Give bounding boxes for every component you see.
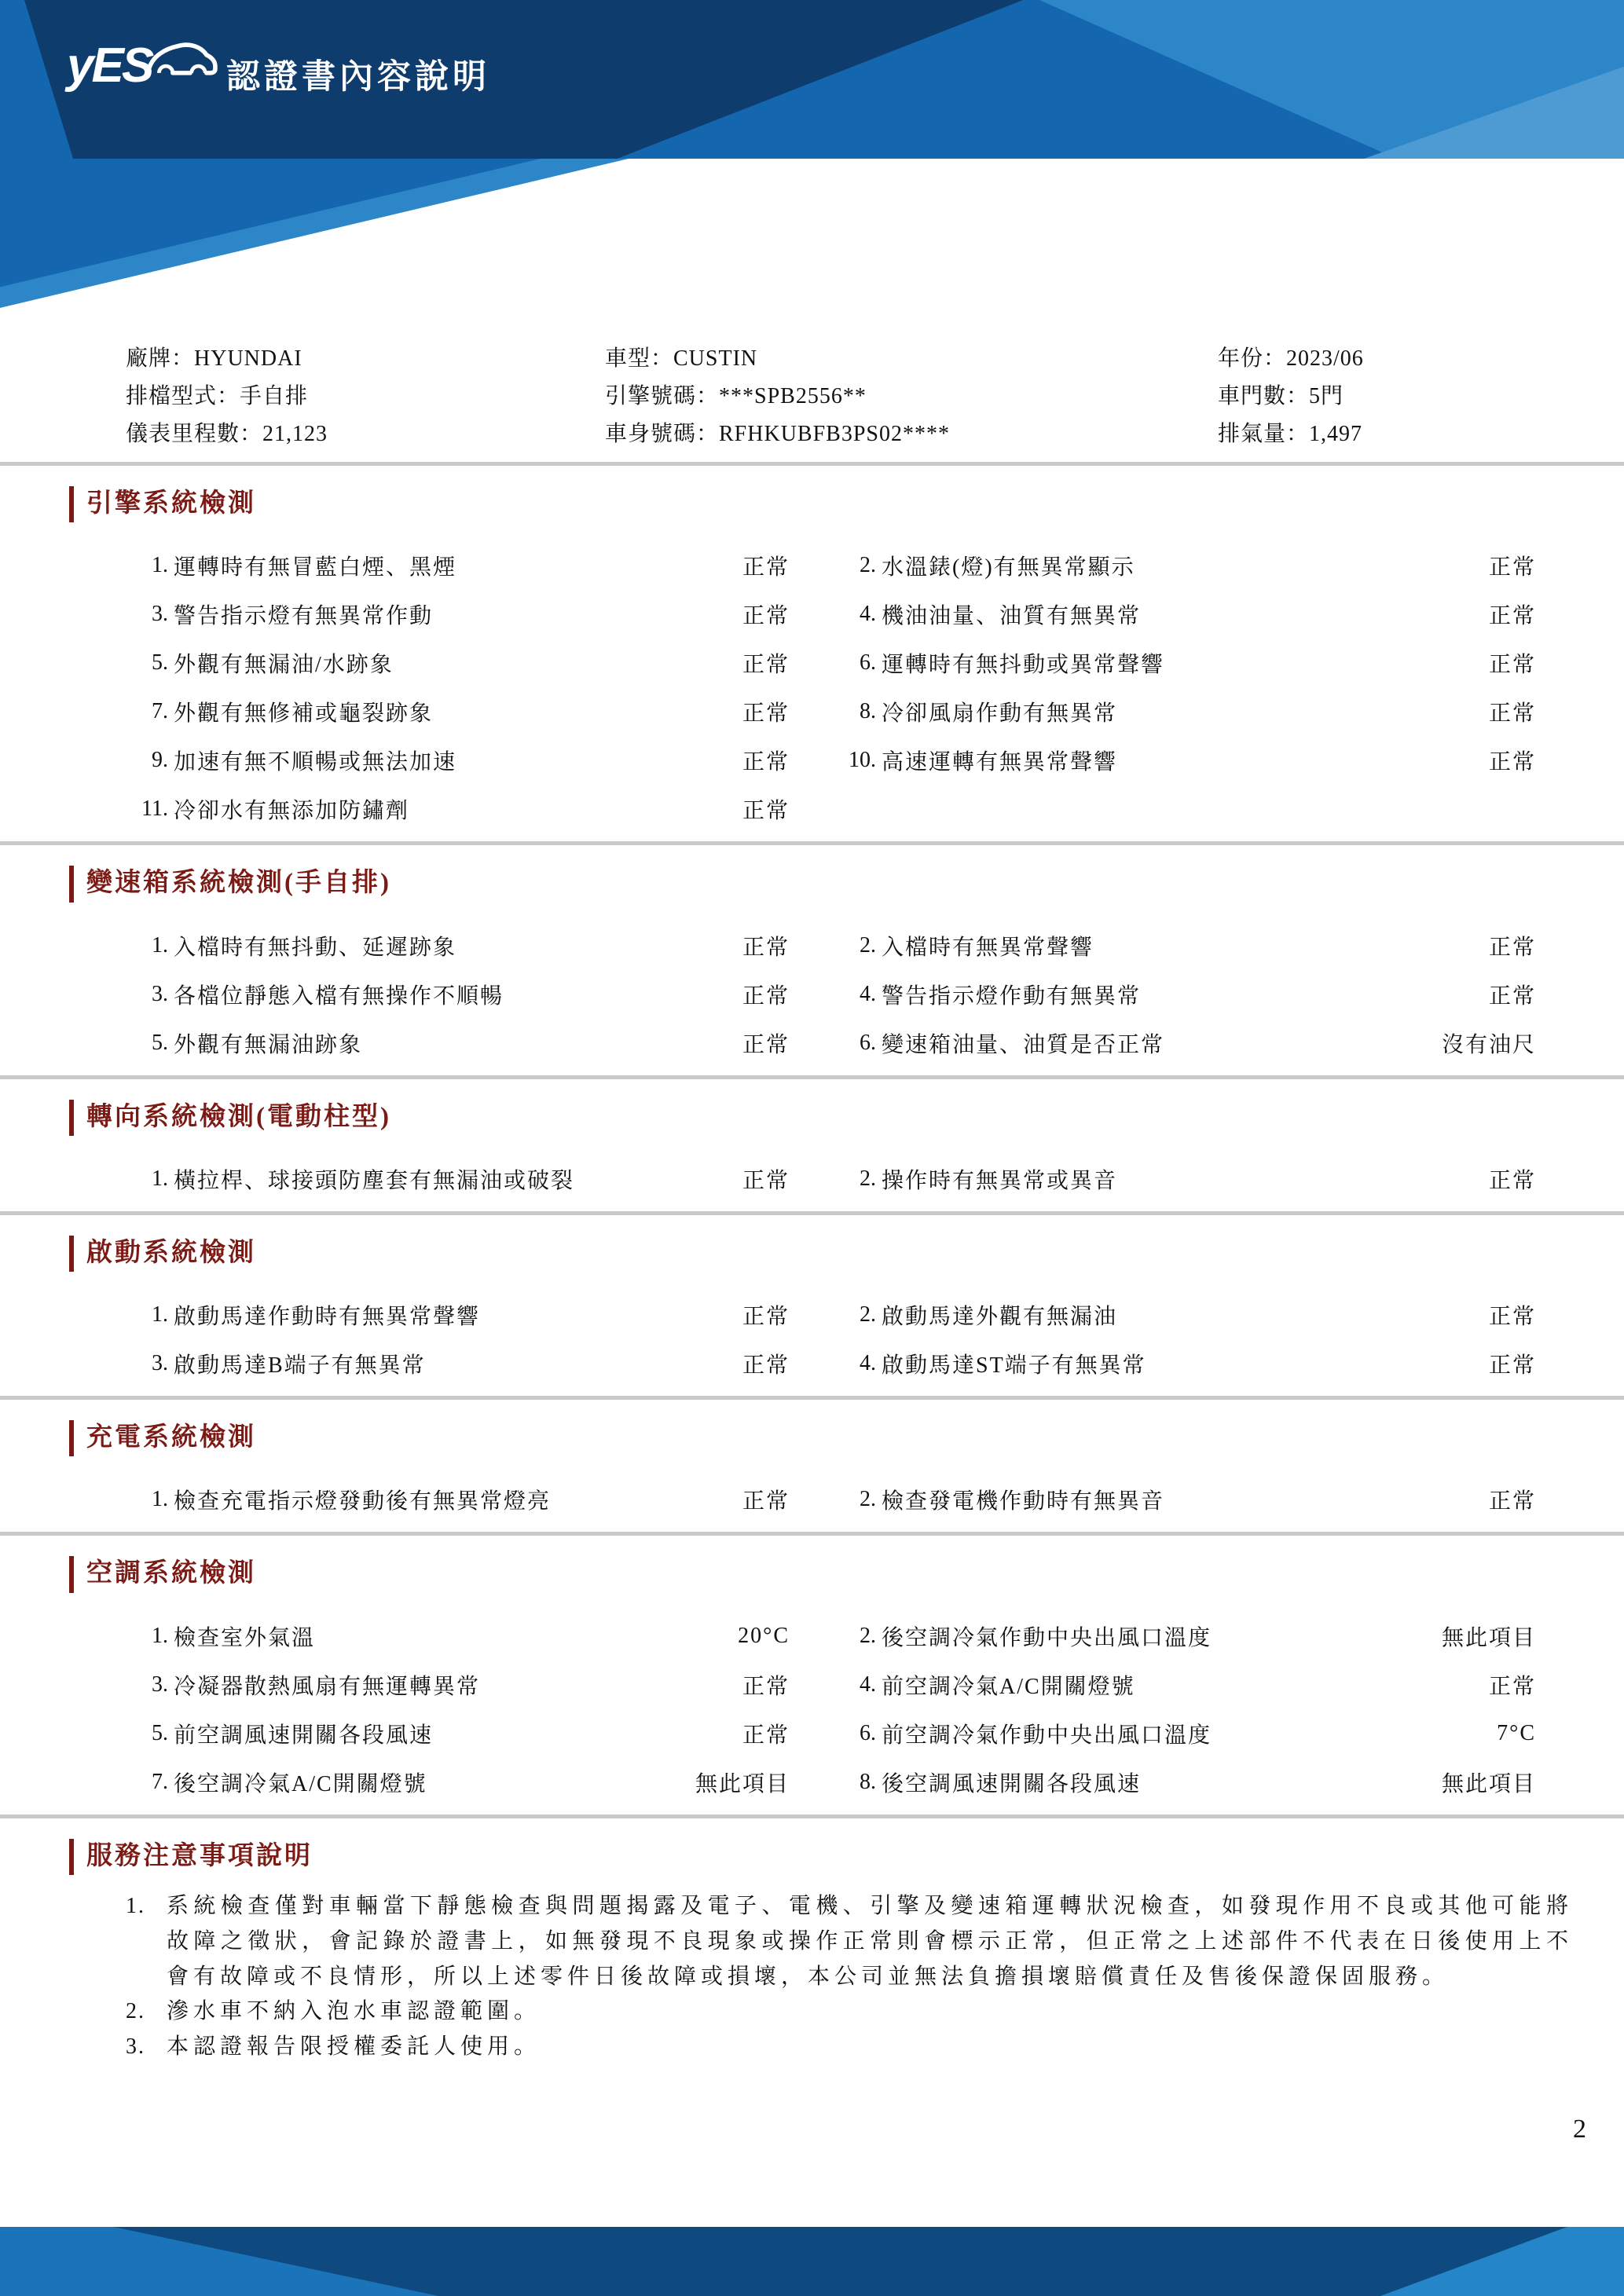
item-number: 2.	[860, 1623, 876, 1648]
vehicle-info-cell: 年份：2023/06	[1218, 346, 1364, 371]
item-label: 外觀有無修補或龜裂跡象	[174, 701, 434, 727]
inspection-cell	[834, 1767, 1536, 1798]
vehicle-info-cell: 車門數：5門	[1218, 384, 1344, 408]
item-label: 前空調冷氣作動中央出風口溫度	[882, 1723, 1212, 1748]
item-number: 1.	[152, 932, 168, 958]
item-label: 冷卻水有無添加防鏽劑	[174, 799, 410, 824]
vehicle-info-cell: 排氣量：1,497	[1218, 422, 1363, 446]
notes-title: 服務注意事項說明	[69, 1839, 1624, 1875]
item-label: 檢查充電指示燈發動後有無異常燈亮	[174, 1489, 552, 1514]
item-label: 高速運轉有無異常聲響	[882, 750, 1118, 775]
item-result: 正常	[742, 1032, 790, 1057]
header-band	[0, 0, 1624, 159]
vehicle-info-row	[126, 338, 1624, 375]
item-label: 加速有無不順暢或無法加速	[174, 750, 457, 775]
inspection-section	[0, 845, 1624, 1078]
inspection-cell	[126, 1718, 790, 1749]
item-number: 7.	[152, 699, 168, 724]
vehicle-info-row	[126, 375, 1624, 413]
item-number: 9.	[152, 748, 168, 773]
item-label: 前空調冷氣A/C開關燈號	[882, 1674, 1135, 1699]
item-result: 正常	[742, 983, 790, 1009]
item-label: 警告指示燈作動有無異常	[882, 983, 1142, 1009]
item-label: 操作時有無異常或異音	[882, 1168, 1118, 1193]
item-number: 5.	[152, 650, 168, 676]
item-result: 正常	[1488, 1305, 1536, 1330]
inspection-cell	[834, 1484, 1536, 1515]
inspection-cell	[126, 745, 790, 776]
item-label: 檢查室外氣溫	[174, 1625, 316, 1650]
inspection-cell	[126, 1348, 790, 1379]
inspection-cell	[126, 1620, 790, 1652]
item-result: 正常	[1488, 935, 1536, 960]
yes-logo-text: yES	[67, 38, 152, 93]
item-result: 正常	[742, 750, 790, 775]
vehicle-info-row	[126, 413, 1624, 451]
item-number: 2.	[860, 1487, 876, 1512]
inspection-row	[126, 1339, 1624, 1388]
section-rows	[0, 1272, 1624, 1388]
item-number: 6.	[860, 1030, 876, 1055]
inspection-section	[0, 1079, 1624, 1215]
item-number: 1.	[152, 1166, 168, 1191]
inspection-cell	[834, 647, 1536, 679]
inspection-row	[126, 687, 1624, 736]
note-item	[126, 1889, 1624, 1994]
item-number: 1.	[152, 1623, 168, 1648]
inspection-cell	[126, 979, 790, 1010]
item-result: 無此項目	[1441, 1625, 1536, 1650]
item-number: 1.	[152, 1487, 168, 1512]
inspection-cell	[126, 599, 790, 630]
item-result: 正常	[1488, 1674, 1536, 1699]
item-label: 冷凝器散熱風扇有無運轉異常	[174, 1674, 481, 1699]
note-number: 3.	[126, 2034, 145, 2060]
item-label: 水溫錶(燈)有無異常顯示	[882, 555, 1135, 580]
section-title: 充電系統檢測	[69, 1420, 1624, 1456]
section-rows	[0, 1136, 1624, 1203]
item-label: 啟動馬達外觀有無漏油	[882, 1305, 1118, 1330]
item-number: 3.	[152, 1351, 168, 1376]
item-number: 2.	[860, 932, 876, 958]
section-title: 空調系統檢測	[69, 1556, 1624, 1592]
inspection-cell	[126, 930, 790, 961]
inspection-row	[126, 590, 1624, 639]
item-number: 5.	[152, 1720, 168, 1745]
inspection-section	[0, 1215, 1624, 1400]
item-number: 4.	[860, 1672, 876, 1697]
item-label: 檢查發電機作動時有無異音	[882, 1489, 1165, 1514]
item-number: 10.	[849, 748, 876, 773]
item-result: 正常	[1488, 983, 1536, 1009]
inspection-row	[126, 785, 1624, 833]
inspection-cell	[126, 696, 790, 727]
item-result: 正常	[742, 1305, 790, 1330]
item-label: 外觀有無漏油/水跡象	[174, 653, 394, 678]
section-title: 變速箱系統檢測(手自排)	[69, 866, 1624, 902]
item-result: 正常	[1488, 750, 1536, 775]
inspection-cell	[126, 647, 790, 679]
inspection-cell	[834, 979, 1536, 1010]
inspection-cell	[834, 1299, 1536, 1331]
item-label: 運轉時有無冒藍白煙、黑煙	[174, 555, 457, 580]
item-result: 正常	[1488, 555, 1536, 580]
item-number: 8.	[860, 1769, 876, 1794]
item-number: 4.	[860, 981, 876, 1006]
note-number: 2.	[126, 1999, 145, 2024]
item-result: 正常	[742, 1168, 790, 1193]
item-result: 正常	[742, 1353, 790, 1379]
yes-logo	[67, 36, 219, 93]
inspection-cell	[834, 1669, 1536, 1701]
inspection-row	[126, 639, 1624, 687]
inspection-cell	[834, 1718, 1536, 1749]
inspection-cell	[834, 599, 1536, 630]
item-number: 8.	[860, 699, 876, 724]
item-number: 3.	[152, 1672, 168, 1697]
inspection-section	[0, 1400, 1624, 1536]
yes-logo-car-icon	[144, 36, 219, 89]
inspection-row	[126, 1019, 1624, 1067]
inspection-cell	[834, 1348, 1536, 1379]
item-number: 6.	[860, 650, 876, 676]
note-item	[126, 1994, 1624, 2030]
item-result: 正常	[742, 799, 790, 824]
note-text: 滲水車不納入泡水車認證範圍。	[167, 1999, 541, 2024]
inspection-row	[126, 1291, 1624, 1339]
item-label: 後空調冷氣作動中央出風口溫度	[882, 1625, 1212, 1650]
section-rows	[0, 903, 1624, 1067]
item-number: 6.	[860, 1720, 876, 1745]
inspection-row	[126, 736, 1624, 785]
item-label: 入檔時有無異常聲響	[882, 935, 1094, 960]
item-number: 11.	[141, 796, 168, 822]
item-label: 啟動馬達B端子有無異常	[174, 1353, 426, 1379]
item-number: 3.	[152, 602, 168, 627]
note-item	[126, 2030, 1624, 2065]
item-result: 正常	[1488, 1353, 1536, 1379]
item-result: 正常	[1488, 653, 1536, 678]
item-number: 4.	[860, 1351, 876, 1376]
inspection-cell	[834, 1620, 1536, 1652]
item-label: 機油油量、油質有無異常	[882, 604, 1142, 629]
inspection-cell	[126, 1767, 790, 1798]
inspection-cell	[834, 1163, 1536, 1195]
inspection-cell	[126, 793, 790, 825]
item-result: 正常	[742, 1489, 790, 1514]
item-label: 運轉時有無抖動或異常聲響	[882, 653, 1165, 678]
section-title: 啟動系統檢測	[69, 1236, 1624, 1272]
inspection-row	[126, 921, 1624, 970]
inspection-row	[126, 1661, 1624, 1709]
item-label: 冷卻風扇作動有無異常	[882, 701, 1118, 727]
inspection-cell	[834, 1027, 1536, 1059]
inspection-row	[126, 970, 1624, 1019]
item-label: 後空調冷氣A/C開關燈號	[174, 1771, 427, 1796]
item-number: 3.	[152, 981, 168, 1006]
item-result: 7°C	[1497, 1720, 1536, 1745]
inspection-cell	[126, 1299, 790, 1331]
notes-list	[0, 1875, 1624, 2065]
inspection-sections	[0, 466, 1624, 1818]
item-result: 20°C	[738, 1623, 790, 1648]
header-left-extension	[0, 159, 629, 308]
item-label: 警告指示燈有無異常作動	[174, 604, 434, 629]
item-number: 2.	[860, 553, 876, 578]
item-number: 2.	[860, 1166, 876, 1191]
vehicle-info-cell: 引擎號碼：***SPB2556**	[605, 384, 867, 408]
item-number: 7.	[152, 1769, 168, 1794]
item-result: 正常	[1488, 1489, 1536, 1514]
vehicle-info-cell: 車型：CUSTIN	[605, 346, 758, 371]
item-label: 後空調風速開關各段風速	[882, 1771, 1142, 1796]
inspection-row	[126, 1155, 1624, 1203]
inspection-cell	[126, 550, 790, 581]
item-result: 正常	[742, 935, 790, 960]
item-result: 正常	[1488, 604, 1536, 629]
page-number: 2	[1573, 2115, 1586, 2144]
note-text: 系統檢查僅對車輛當下靜態檢查與問題揭露及電子、電機、引擎及變速箱運轉狀況檢查，如發現作用不良或其他可能將故障之徵狀，會記錄於證書上，如無發現不良現象或操作正常則會標示正常，但正常之上述部件不代表在日後使用上不會有故障或不良情形，所以上述零件日後故障或損壞，本公司並無法負擔損壞賠償責任及售後保證保固服務。	[167, 1894, 1573, 1989]
page-title: 認證書內容說明	[226, 58, 490, 96]
item-label: 橫拉桿、球接頭防塵套有無漏油或破裂	[174, 1168, 575, 1193]
inspection-cell	[834, 930, 1536, 961]
item-result: 沒有油尺	[1441, 1032, 1536, 1057]
section-rows	[0, 1456, 1624, 1524]
item-result: 正常	[742, 1674, 790, 1699]
vehicle-info-cell: 廠牌：HYUNDAI	[126, 346, 302, 371]
item-label: 前空調風速開關各段風速	[174, 1723, 434, 1748]
item-label: 入檔時有無抖動、延遲跡象	[174, 935, 457, 960]
item-number: 1.	[152, 1302, 168, 1327]
section-rows	[0, 1593, 1624, 1807]
inspection-cell	[834, 745, 1536, 776]
item-label: 啟動馬達ST端子有無異常	[882, 1353, 1146, 1379]
inspection-cell	[834, 550, 1536, 581]
page-footer	[0, 2227, 1624, 2296]
item-result: 正常	[742, 701, 790, 727]
item-result: 正常	[742, 604, 790, 629]
inspection-row	[126, 1758, 1624, 1807]
item-label: 啟動馬達作動時有無異常聲響	[174, 1305, 481, 1330]
inspection-row	[126, 1612, 1624, 1661]
inspection-section	[0, 1536, 1624, 1818]
inspection-row	[126, 541, 1624, 590]
inspection-row	[126, 1475, 1624, 1524]
inspection-cell	[126, 1669, 790, 1701]
notes-section	[0, 1818, 1624, 2065]
note-number: 1.	[126, 1894, 145, 1919]
section-title: 轉向系統檢測(電動柱型)	[69, 1100, 1624, 1136]
item-result: 無此項目	[1441, 1771, 1536, 1796]
item-result: 正常	[1488, 701, 1536, 727]
note-text: 本認證報告限授權委託人使用。	[167, 2034, 541, 2060]
item-label: 外觀有無漏油跡象	[174, 1032, 363, 1057]
item-result: 無此項目	[695, 1771, 790, 1796]
vehicle-info-cell: 排檔型式：手自排	[126, 384, 309, 408]
inspection-cell	[126, 1027, 790, 1059]
inspection-cell	[126, 1163, 790, 1195]
section-rows	[0, 522, 1624, 833]
item-result: 正常	[1488, 1168, 1536, 1193]
item-label: 變速箱油量、油質是否正常	[882, 1032, 1165, 1057]
inspection-cell	[126, 1484, 790, 1515]
item-number: 5.	[152, 1030, 168, 1055]
vehicle-info-cell: 儀表里程數：21,123	[126, 422, 328, 446]
item-number: 4.	[860, 602, 876, 627]
vehicle-info-cell: 車身號碼：RFHKUBFB3PS02****	[605, 422, 950, 446]
item-result: 正常	[742, 653, 790, 678]
item-label: 各檔位靜態入檔有無操作不順暢	[174, 983, 504, 1009]
inspection-section	[0, 466, 1624, 845]
item-result: 正常	[742, 555, 790, 580]
inspection-cell	[834, 696, 1536, 727]
item-number: 1.	[152, 553, 168, 578]
inspection-row	[126, 1709, 1624, 1758]
page-header	[0, 0, 1624, 308]
section-title: 引擎系統檢測	[69, 486, 1624, 522]
item-number: 2.	[860, 1302, 876, 1327]
item-result: 正常	[742, 1723, 790, 1748]
